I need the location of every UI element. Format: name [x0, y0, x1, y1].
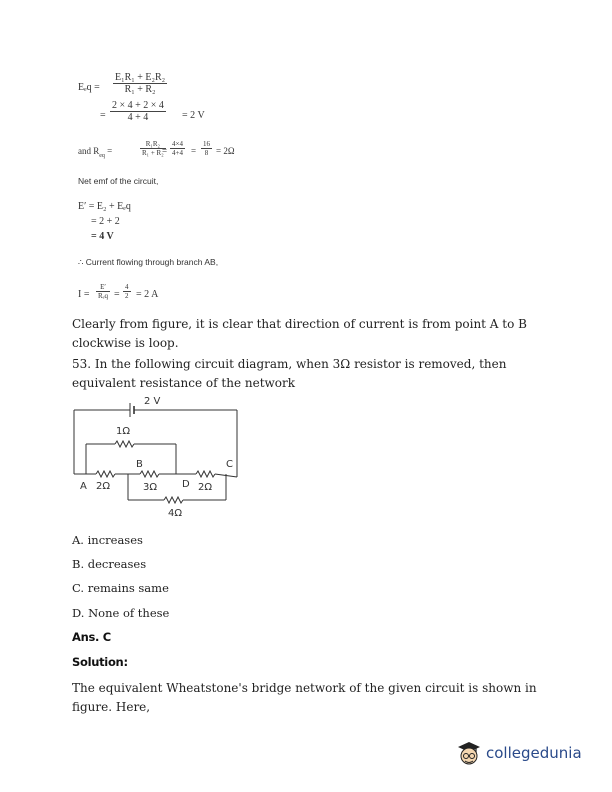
req-num-frac-den: 4+4 [172, 149, 183, 157]
current-text: ∴ Current flowing through branch AB, [78, 257, 219, 267]
emf-line3: = 4 V [91, 231, 114, 242]
req-sub: eq [99, 152, 105, 159]
eeq-denominator: R₁ + R₂ [124, 84, 156, 95]
collegedunia-logo[interactable] [454, 738, 582, 768]
node-d-label: D [182, 479, 190, 490]
option-c: C. remains same [72, 581, 169, 595]
current-frac2-num: 4 [125, 283, 129, 291]
req-16-fraction [201, 140, 212, 157]
graduate-mascot-icon [454, 738, 484, 768]
req-eq: = [107, 146, 113, 156]
node-a-label: A [80, 481, 87, 492]
eeq-fraction [113, 72, 167, 95]
current-frac1 [96, 283, 110, 300]
answer: Ans. C [72, 630, 111, 644]
resistor-3ohm [140, 471, 159, 477]
req-num-fraction [170, 140, 185, 157]
paragraph-1: Clearly from figure, it is clear that direction of current is from point A to B clockwise is loop. [72, 317, 527, 350]
req-num-frac-num: 4×4 [172, 140, 183, 148]
eeq-sub-denominator: 4 + 4 [127, 112, 149, 123]
resistor-2ohm-a [96, 471, 115, 477]
solution-label: Solution: [72, 655, 128, 669]
option-b: B. decreases [72, 557, 147, 571]
r-a-label: 2Ω [96, 481, 111, 492]
req-16-den: 8 [204, 149, 209, 157]
option-d: D. None of these [72, 606, 170, 620]
r-dc-label: 2Ω [198, 482, 213, 493]
question-text: 53. In the following circuit diagram, when 3Ω resistor is removed, then equivalent resistance of the network [72, 357, 507, 390]
eeq-sub-fraction [110, 100, 166, 123]
req-frac-den: R₁ + R₂ [142, 149, 164, 157]
req-lead: and R [78, 146, 100, 156]
net-emf-text: Net emf of the circuit, [78, 176, 159, 186]
current-frac2-den: 2 [125, 292, 129, 300]
req-frac-num: R₁R₂ [140, 140, 166, 149]
battery-label: 2 V [144, 396, 161, 407]
emf-line2: = 2 + 2 [91, 216, 120, 227]
resistor-2ohm-dc [196, 471, 215, 477]
current-frac1-num: E′ [96, 283, 110, 292]
resistor-1ohm [115, 441, 134, 447]
node-c-label: C [226, 459, 233, 470]
req-result: = 2Ω [216, 146, 235, 156]
current-frac2 [123, 283, 131, 300]
current-frac1-den: Rₑq [98, 292, 108, 300]
eeq-result: = 2 V [182, 110, 205, 121]
circuit-diagram [66, 390, 246, 520]
current-eq2: = [114, 289, 120, 300]
current-result: = 2 A [136, 289, 159, 300]
req-eq3: = [191, 146, 197, 156]
emf-line1: E′ = E₂ + Eₑq [78, 201, 131, 212]
solution-text: The equivalent Wheatstone's bridge network of the given circuit is shown in figure. Here, [72, 681, 537, 714]
eeq-sub-numerator: 2 × 4 + 2 × 4 [112, 100, 164, 111]
eq-sign: = [100, 110, 106, 121]
resistor-4ohm [164, 497, 183, 503]
node-b-label: B [136, 459, 143, 470]
eeq-numerator: E₁R₁ + E₂R₂ [115, 72, 166, 83]
r1-label: 1Ω [116, 426, 131, 437]
eeq-label: Eₑq = [78, 82, 100, 93]
r-3-label: 3Ω [143, 482, 158, 493]
logo-text: collegedunia [486, 744, 582, 762]
req-16-num: 16 [203, 140, 210, 148]
req-eq2: = [162, 146, 168, 156]
r-4-label: 4Ω [168, 508, 183, 519]
option-a: A. increases [72, 533, 143, 547]
req-line [78, 146, 112, 159]
current-I: I = [78, 289, 90, 300]
